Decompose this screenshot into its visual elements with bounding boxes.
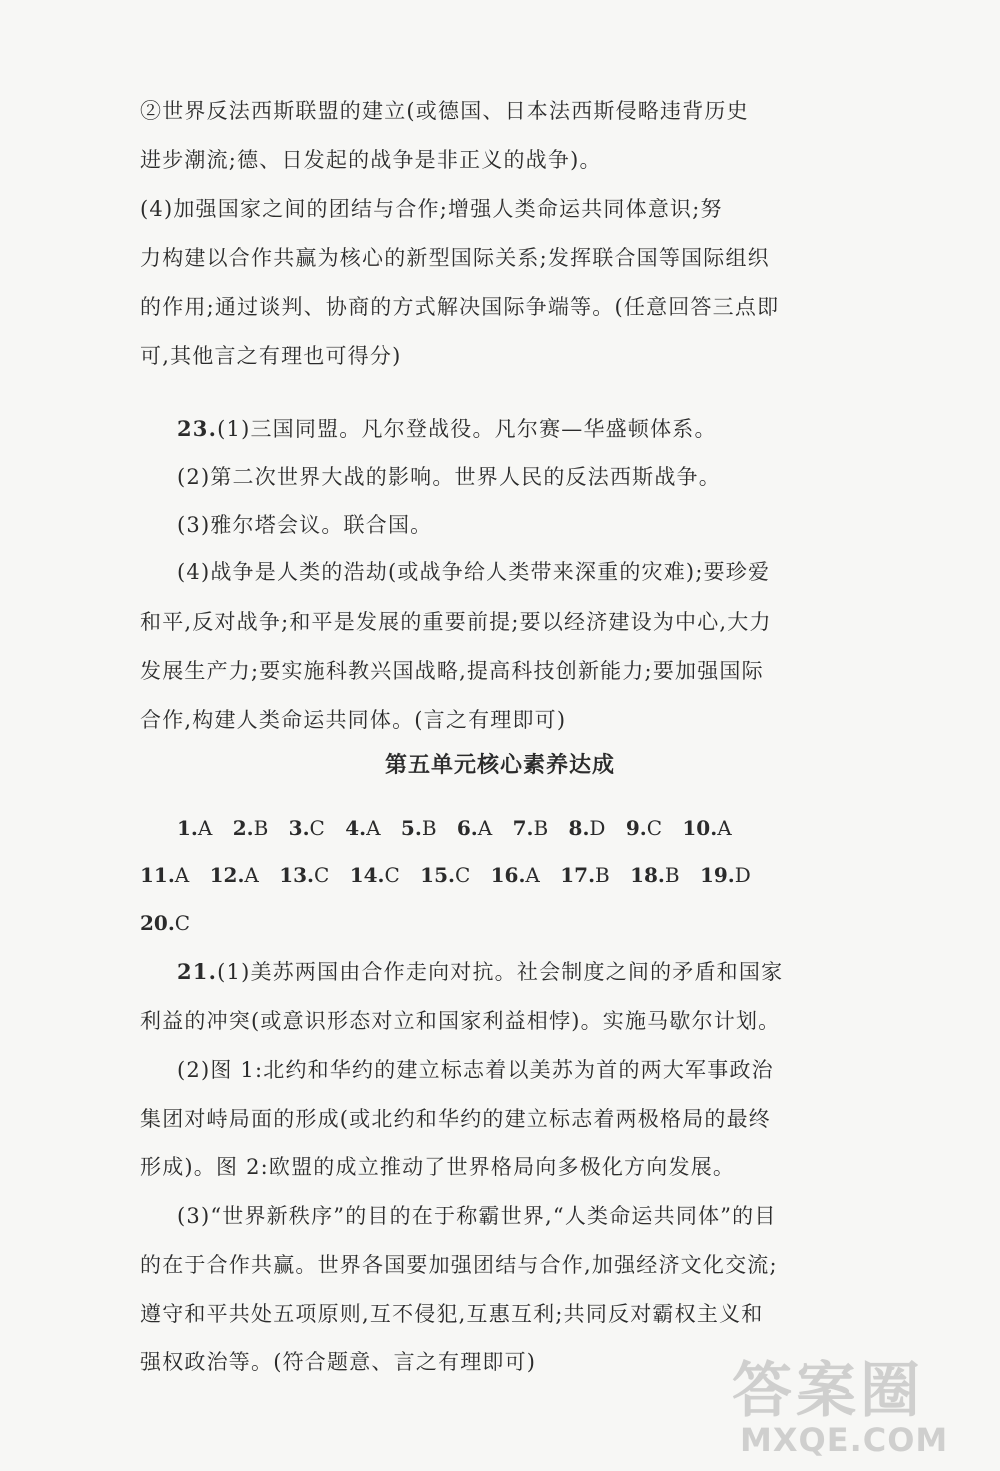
text-line: 遵守和平共处五项原则,互不侵犯,互惠互利;共同反对霸权主义和 — [140, 1302, 764, 1326]
text-line: 集团对峙局面的形成(或北约和华约的建立标志着两极格局的最终 — [140, 1107, 771, 1131]
answer-item: 13.C — [279, 863, 330, 887]
text-line: 力构建以合作共赢为核心的新型国际关系;发挥联合国等国际组织 — [140, 246, 770, 270]
answer-item: 12.A — [209, 863, 259, 887]
text-line: (2)第二次世界大战的影响。世界人民的反法西斯战争。 — [177, 465, 721, 489]
answer-row-1 — [177, 813, 746, 843]
text-line: 和平,反对战争;和平是发展的重要前提;要以经济建设为中心,大力 — [140, 610, 772, 634]
answer-row-2 — [140, 860, 765, 890]
site-watermark — [732, 1343, 982, 1463]
text-line: 的在于合作共赢。世界各国要加强团结与合作,加强经济文化交流; — [140, 1253, 778, 1277]
text-line: (4)战争是人类的浩劫(或战争给人类带来深重的灾难);要珍爱 — [177, 560, 771, 584]
answer-item: 11.A — [140, 863, 190, 887]
answer-item: 3.C — [288, 816, 325, 840]
text-line: 利益的冲突(或意识形态对立和国家利益相悖)。实施马歇尔计划。 — [140, 1009, 781, 1033]
answer-item: 4.A — [345, 816, 381, 840]
answer-item: 1.A — [177, 816, 213, 840]
text-line: (4)加强国家之间的团结与合作;增强人类命运共同体意识;努 — [140, 197, 723, 221]
answer-item: 17.B — [560, 863, 610, 887]
text-line: 形成)。图 2:欧盟的成立推动了世界格局向多极化方向发展。 — [140, 1155, 736, 1179]
text-line: 的作用;通过谈判、协商的方式解决国际争端等。(任意回答三点即 — [140, 295, 780, 319]
text-line: 合作,构建人类命运共同体。(言之有理即可) — [140, 708, 567, 732]
question-23-part-1: 23.(1)三国同盟。凡尔登战役。凡尔赛—华盛顿体系。 — [177, 416, 717, 441]
answer-item: 19.D — [699, 863, 751, 887]
answer-item: 9.C — [625, 816, 663, 840]
watermark-logo-text: 答案圈 — [732, 1356, 924, 1426]
watermark-url: MXQE.COM — [740, 1421, 949, 1459]
answer-item: 7.B — [512, 816, 549, 840]
answer-item: 5.B — [400, 816, 437, 840]
question-21-part-1: 21.(1)美苏两国由合作走向对抗。社会制度之间的矛盾和国家 — [177, 959, 784, 984]
question-number: 23. — [177, 416, 218, 441]
answer-item: 2.B — [232, 816, 269, 840]
text-line: 发展生产力;要实施科教兴国战略,提高科技创新能力;要加强国际 — [140, 659, 764, 683]
text-line: 进步潮流;德、日发起的战争是非正义的战争)。 — [140, 148, 602, 172]
text-line: (3)“世界新秩序”的目的在于称霸世界,“人类命运共同体”的目 — [177, 1204, 777, 1228]
answer-item: 8.D — [568, 816, 606, 840]
section-heading: 第五单元核心素养达成 — [384, 753, 615, 778]
answer-item: 16.A — [490, 863, 540, 887]
text-line: (3)雅尔塔会议。联合国。 — [177, 513, 433, 537]
answer-row-3 — [140, 908, 204, 938]
text-line: 可,其他言之有理也可得分) — [140, 344, 402, 368]
text-line: ②世界反法西斯联盟的建立(或德国、日本法西斯侵略违背历史 — [140, 99, 749, 123]
answer-item: 14.C — [349, 863, 400, 887]
answer-item: 18.B — [630, 863, 680, 887]
answer-item: 6.A — [456, 816, 493, 840]
text-line: (2)图 1:北约和华约的建立标志着以美苏为首的两大军事政治 — [177, 1058, 774, 1082]
question-number: 21. — [177, 959, 218, 984]
answer-item: 15.C — [420, 863, 471, 887]
text-line: 强权政治等。(符合题意、言之有理即可) — [140, 1350, 537, 1374]
answer-item: 10.A — [682, 816, 732, 840]
answer-item: 20.C — [140, 911, 191, 935]
